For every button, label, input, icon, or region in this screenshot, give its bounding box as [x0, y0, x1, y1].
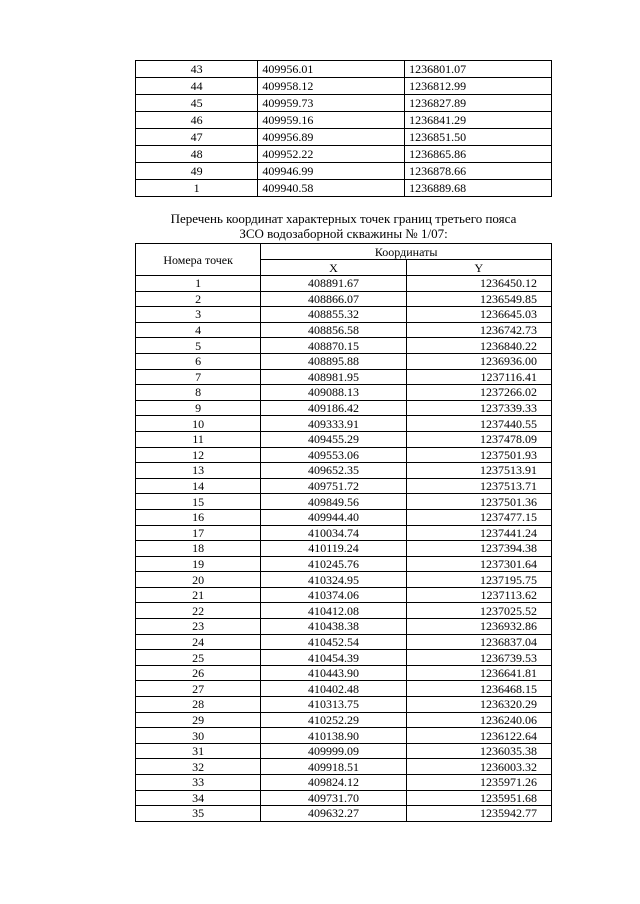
x-coordinate-cell: 409731.70	[261, 790, 406, 806]
table-row	[136, 478, 552, 494]
point-number-cell: 34	[136, 790, 261, 806]
point-number-cell: 43	[136, 61, 258, 78]
caption-line-2: ЗСО водозаборной скважины № 1/07:	[239, 226, 448, 241]
main-table-header	[136, 244, 552, 276]
y-coordinate-cell: 1237441.24	[406, 525, 551, 541]
y-coordinate-cell: 1236840.22	[406, 338, 551, 354]
y-coordinate-cell: 1237266.02	[406, 385, 551, 401]
table-row	[136, 95, 552, 112]
x-coordinate-cell: 409824.12	[261, 775, 406, 791]
x-coordinate-cell: 408891.67	[261, 276, 406, 292]
table-row	[136, 728, 552, 744]
table-row	[136, 587, 552, 603]
table-row	[136, 129, 552, 146]
y-coordinate-cell: 1236889.68	[405, 180, 552, 197]
y-coordinate-cell: 1236841.29	[405, 112, 552, 129]
top-table-body	[136, 61, 552, 197]
x-coordinate-cell: 410324.95	[261, 572, 406, 588]
header-y: Y	[406, 260, 551, 276]
table-row	[136, 385, 552, 401]
point-number-cell: 28	[136, 697, 261, 713]
y-coordinate-cell: 1237513.91	[406, 463, 551, 479]
x-coordinate-cell: 409952.22	[258, 146, 405, 163]
x-coordinate-cell: 409553.06	[261, 447, 406, 463]
x-coordinate-cell: 408856.58	[261, 322, 406, 338]
x-coordinate-cell: 409333.91	[261, 416, 406, 432]
x-coordinate-cell: 410402.48	[261, 681, 406, 697]
point-number-cell: 5	[136, 338, 261, 354]
table-row	[136, 603, 552, 619]
point-number-cell: 13	[136, 463, 261, 479]
x-coordinate-cell: 409652.35	[261, 463, 406, 479]
x-coordinate-cell: 408981.95	[261, 369, 406, 385]
y-coordinate-cell: 1235971.26	[406, 775, 551, 791]
table-row	[136, 180, 552, 197]
x-coordinate-cell: 409455.29	[261, 431, 406, 447]
x-coordinate-cell: 410438.38	[261, 619, 406, 635]
table-row	[136, 400, 552, 416]
x-coordinate-cell: 408855.32	[261, 307, 406, 323]
main-table-body	[136, 276, 552, 822]
point-number-cell: 26	[136, 665, 261, 681]
table-row	[136, 369, 552, 385]
point-number-cell: 47	[136, 129, 258, 146]
x-coordinate-cell: 409959.16	[258, 112, 405, 129]
y-coordinate-cell: 1236812.99	[405, 78, 552, 95]
caption-line-1: Перечень координат характерных точек границ третьего пояса	[170, 211, 517, 226]
point-number-cell: 31	[136, 743, 261, 759]
x-coordinate-cell: 410454.39	[261, 650, 406, 666]
table-row	[136, 681, 552, 697]
y-coordinate-cell: 1236450.12	[406, 276, 551, 292]
table-row	[136, 556, 552, 572]
y-coordinate-cell: 1236932.86	[406, 619, 551, 635]
y-coordinate-cell: 1237501.93	[406, 447, 551, 463]
y-coordinate-cell: 1236240.06	[406, 712, 551, 728]
y-coordinate-cell: 1236003.32	[406, 759, 551, 775]
point-number-cell: 11	[136, 431, 261, 447]
y-coordinate-cell: 1237116.41	[406, 369, 551, 385]
y-coordinate-cell: 1237195.75	[406, 572, 551, 588]
y-coordinate-cell: 1236645.03	[406, 307, 551, 323]
table-row	[136, 697, 552, 713]
y-coordinate-cell: 1236801.07	[405, 61, 552, 78]
point-number-cell: 32	[136, 759, 261, 775]
x-coordinate-cell: 409918.51	[261, 759, 406, 775]
y-coordinate-cell: 1236936.00	[406, 353, 551, 369]
table-row	[136, 307, 552, 323]
y-coordinate-cell: 1235951.68	[406, 790, 551, 806]
table-row	[136, 61, 552, 78]
point-number-cell: 19	[136, 556, 261, 572]
table-row	[136, 163, 552, 180]
point-number-cell: 24	[136, 634, 261, 650]
x-coordinate-cell: 410443.90	[261, 665, 406, 681]
point-number-cell: 20	[136, 572, 261, 588]
y-coordinate-cell: 1236641.81	[406, 665, 551, 681]
x-coordinate-cell: 409632.27	[261, 806, 406, 822]
y-coordinate-cell: 1237394.38	[406, 541, 551, 557]
x-coordinate-cell: 410452.54	[261, 634, 406, 650]
table-row	[136, 541, 552, 557]
table-row	[136, 790, 552, 806]
point-number-cell: 10	[136, 416, 261, 432]
table-row	[136, 634, 552, 650]
point-number-cell: 6	[136, 353, 261, 369]
y-coordinate-cell: 1236837.04	[406, 634, 551, 650]
point-number-cell: 18	[136, 541, 261, 557]
y-coordinate-cell: 1237501.36	[406, 494, 551, 510]
y-coordinate-cell: 1236320.29	[406, 697, 551, 713]
x-coordinate-cell: 409956.89	[258, 129, 405, 146]
point-number-cell: 4	[136, 322, 261, 338]
x-coordinate-cell: 410252.29	[261, 712, 406, 728]
x-coordinate-cell: 409999.09	[261, 743, 406, 759]
table-caption	[135, 211, 552, 241]
table-row	[136, 619, 552, 635]
point-number-cell: 44	[136, 78, 258, 95]
x-coordinate-cell: 410245.76	[261, 556, 406, 572]
x-coordinate-cell: 410374.06	[261, 587, 406, 603]
y-coordinate-cell: 1237513.71	[406, 478, 551, 494]
table-row	[136, 291, 552, 307]
x-coordinate-cell: 408895.88	[261, 353, 406, 369]
x-coordinate-cell: 409956.01	[258, 61, 405, 78]
table-row	[136, 650, 552, 666]
header-row-1	[136, 244, 552, 260]
table-row	[136, 78, 552, 95]
y-coordinate-cell: 1236878.66	[405, 163, 552, 180]
y-coordinate-cell: 1236122.64	[406, 728, 551, 744]
table-row	[136, 665, 552, 681]
point-number-cell: 46	[136, 112, 258, 129]
table-row	[136, 112, 552, 129]
y-coordinate-cell: 1236851.50	[405, 129, 552, 146]
point-number-cell: 7	[136, 369, 261, 385]
point-number-cell: 45	[136, 95, 258, 112]
table-row	[136, 775, 552, 791]
point-number-cell: 48	[136, 146, 258, 163]
x-coordinate-cell: 409751.72	[261, 478, 406, 494]
point-number-cell: 23	[136, 619, 261, 635]
header-coordinates: Координаты	[261, 244, 552, 260]
table-row	[136, 525, 552, 541]
table-row	[136, 509, 552, 525]
point-number-cell: 21	[136, 587, 261, 603]
point-number-cell: 16	[136, 509, 261, 525]
table-row	[136, 353, 552, 369]
point-number-cell: 35	[136, 806, 261, 822]
point-number-cell: 17	[136, 525, 261, 541]
table-row	[136, 759, 552, 775]
x-coordinate-cell: 409940.58	[258, 180, 405, 197]
table-row	[136, 494, 552, 510]
y-coordinate-cell: 1236035.38	[406, 743, 551, 759]
x-coordinate-cell: 410119.24	[261, 541, 406, 557]
x-coordinate-cell: 410412.08	[261, 603, 406, 619]
y-coordinate-cell: 1235942.77	[406, 806, 551, 822]
point-number-cell: 1	[136, 180, 258, 197]
point-number-cell: 30	[136, 728, 261, 744]
x-coordinate-cell: 409088.13	[261, 385, 406, 401]
table-row	[136, 416, 552, 432]
point-number-cell: 29	[136, 712, 261, 728]
table-row	[136, 431, 552, 447]
x-coordinate-cell: 409944.40	[261, 509, 406, 525]
y-coordinate-cell: 1236865.86	[405, 146, 552, 163]
header-points: Номера точек	[136, 244, 261, 276]
x-coordinate-cell: 408866.07	[261, 291, 406, 307]
x-coordinate-cell: 409186.42	[261, 400, 406, 416]
table-row	[136, 572, 552, 588]
y-coordinate-cell: 1236739.53	[406, 650, 551, 666]
y-coordinate-cell: 1237440.55	[406, 416, 551, 432]
point-number-cell: 2	[136, 291, 261, 307]
table-row	[136, 463, 552, 479]
table-row	[136, 447, 552, 463]
y-coordinate-cell: 1237113.62	[406, 587, 551, 603]
x-coordinate-cell: 410034.74	[261, 525, 406, 541]
x-coordinate-cell: 409849.56	[261, 494, 406, 510]
table-row	[136, 806, 552, 822]
x-coordinate-cell: 410138.90	[261, 728, 406, 744]
point-number-cell: 15	[136, 494, 261, 510]
table-row	[136, 322, 552, 338]
x-coordinate-cell: 409959.73	[258, 95, 405, 112]
table-row	[136, 146, 552, 163]
y-coordinate-cell: 1236827.89	[405, 95, 552, 112]
point-number-cell: 25	[136, 650, 261, 666]
y-coordinate-cell: 1237478.09	[406, 431, 551, 447]
table-row	[136, 276, 552, 292]
main-coordinates-table	[135, 243, 552, 822]
y-coordinate-cell: 1237025.52	[406, 603, 551, 619]
x-coordinate-cell: 410313.75	[261, 697, 406, 713]
header-x: X	[261, 260, 406, 276]
y-coordinate-cell: 1236549.85	[406, 291, 551, 307]
table-row	[136, 743, 552, 759]
point-number-cell: 14	[136, 478, 261, 494]
point-number-cell: 1	[136, 276, 261, 292]
point-number-cell: 3	[136, 307, 261, 323]
table-row	[136, 712, 552, 728]
point-number-cell: 12	[136, 447, 261, 463]
y-coordinate-cell: 1236742.73	[406, 322, 551, 338]
table-row	[136, 338, 552, 354]
point-number-cell: 33	[136, 775, 261, 791]
point-number-cell: 27	[136, 681, 261, 697]
point-number-cell: 9	[136, 400, 261, 416]
y-coordinate-cell: 1236468.15	[406, 681, 551, 697]
y-coordinate-cell: 1237477.15	[406, 509, 551, 525]
y-coordinate-cell: 1237339.33	[406, 400, 551, 416]
point-number-cell: 8	[136, 385, 261, 401]
point-number-cell: 49	[136, 163, 258, 180]
x-coordinate-cell: 409958.12	[258, 78, 405, 95]
x-coordinate-cell: 408870.15	[261, 338, 406, 354]
point-number-cell: 22	[136, 603, 261, 619]
y-coordinate-cell: 1237301.64	[406, 556, 551, 572]
top-coordinates-table	[135, 60, 552, 197]
x-coordinate-cell: 409946.99	[258, 163, 405, 180]
